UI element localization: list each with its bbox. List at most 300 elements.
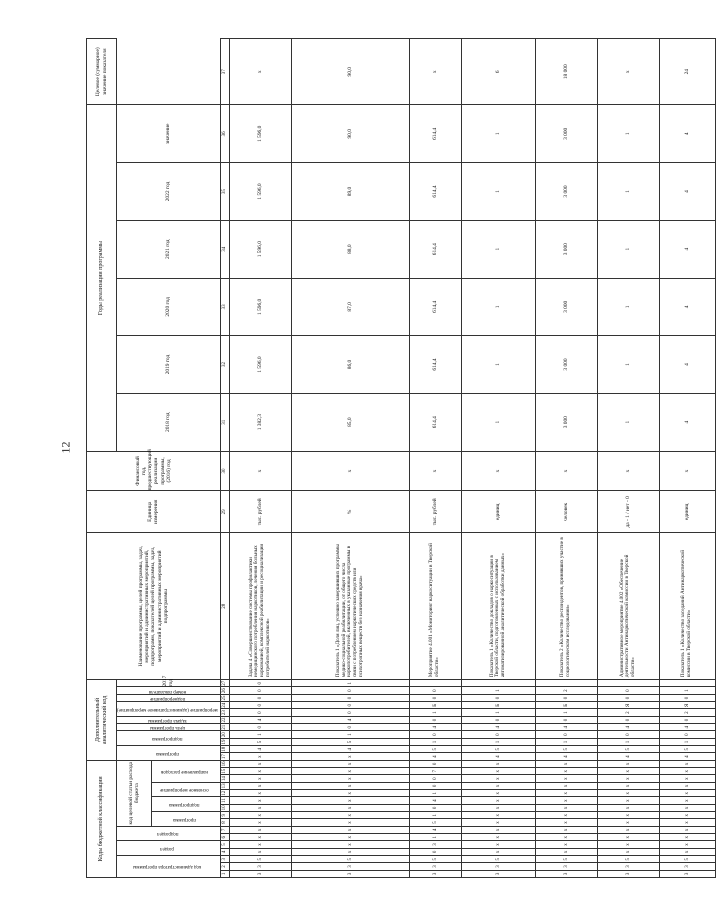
- code-cell: 5: [409, 856, 461, 863]
- row-unit: тыс. рублей: [409, 491, 461, 533]
- year-2017-header: 2017 год: [117, 680, 221, 687]
- code-cell: 0: [409, 782, 461, 789]
- code-cell: х: [461, 797, 535, 804]
- code-cell: х: [229, 775, 291, 782]
- table-row: [535, 39, 597, 878]
- code-cell: х: [535, 760, 597, 767]
- code-cell: х: [597, 819, 659, 826]
- program-task-header: задача программы: [147, 717, 187, 723]
- code-cell: х: [597, 768, 659, 775]
- year-value: 3 000: [535, 163, 597, 221]
- code-cell: х: [461, 812, 535, 819]
- code-cell: х: [659, 775, 715, 782]
- code-cell: 0: [535, 716, 597, 723]
- code-cell: 1: [535, 709, 597, 716]
- code-cell: х: [535, 804, 597, 811]
- year-value: 614,4: [409, 393, 461, 451]
- code-cell: х: [535, 790, 597, 797]
- code-cell: 0: [229, 709, 291, 716]
- code-cell: х: [291, 753, 409, 760]
- code-cell: х: [597, 834, 659, 841]
- code-cell: 1: [461, 709, 535, 716]
- code-cell: 4: [229, 716, 291, 723]
- year-value: 1: [461, 278, 535, 336]
- code-cell: х: [229, 804, 291, 811]
- row-fin-year: х: [461, 451, 535, 491]
- code-cell: х: [461, 760, 535, 767]
- row-name: Показатель 1 «Доля лиц, успешно завершивших программы медико-социальной реабилитации, от общего числа наркопотребителей, включенных в указанные программы в связи с потреблением наркотических средств или психотропных веществ без назначения врача»: [291, 533, 409, 680]
- row-name: Мероприятие 4.001 «Мониторинг наркоситуации в Тверской области»: [409, 533, 461, 680]
- code-cell: х: [597, 775, 659, 782]
- year-value: 4: [659, 393, 715, 451]
- code-cell: х: [229, 826, 291, 833]
- column-number: 22: [220, 716, 229, 723]
- code-cell: х: [535, 768, 597, 775]
- code-cell: 0: [409, 716, 461, 723]
- code-cell: 5: [461, 746, 535, 753]
- column-number: 33: [220, 278, 229, 336]
- column-number: 2: [220, 863, 229, 870]
- column-number: 32: [220, 336, 229, 394]
- year-value: 89,0: [291, 163, 409, 221]
- row-target: 18 000: [535, 39, 597, 105]
- row-target: 90,0: [291, 39, 409, 105]
- code-cell: х: [597, 797, 659, 804]
- row-unit: единиц: [461, 491, 535, 533]
- year-value: 86,0: [291, 336, 409, 394]
- code-cell: 0: [535, 694, 597, 701]
- year-2022-header: 2022 год: [117, 163, 221, 221]
- code-cell: х: [461, 841, 535, 848]
- year-value: 1: [597, 336, 659, 394]
- code-cell: 3: [229, 863, 291, 870]
- code-cell: х: [291, 834, 409, 841]
- code-cell: Я: [659, 702, 715, 709]
- code-cell: 0: [409, 731, 461, 738]
- code-cell: 1: [461, 738, 535, 745]
- code-cell: х: [291, 760, 409, 767]
- code-cell: х: [229, 812, 291, 819]
- code-cell: 4: [461, 753, 535, 760]
- code-cell: 2: [535, 687, 597, 694]
- code-cell: х: [291, 782, 409, 789]
- code-cell: х: [659, 797, 715, 804]
- column-number: 17: [220, 753, 229, 760]
- code-cell: х: [461, 826, 535, 833]
- row-name: Показатель 1 «Количество заседаний Антинаркотической комиссии в Тверской области»: [659, 533, 715, 680]
- sub-event-header: подмероприятие: [149, 695, 185, 701]
- code-cell: х: [291, 804, 409, 811]
- code-cell: [535, 680, 597, 687]
- code-cell: х: [461, 804, 535, 811]
- code-cell: 4: [229, 746, 291, 753]
- code-cell: х: [597, 782, 659, 789]
- year-value: 614,4: [409, 105, 461, 163]
- code-cell: х: [597, 804, 659, 811]
- code-cell: х: [597, 760, 659, 767]
- code-cell: 4: [535, 753, 597, 760]
- code-cell: х: [659, 834, 715, 841]
- column-number: 30: [220, 451, 229, 491]
- code-cell: х: [229, 782, 291, 789]
- code-cell: х: [659, 804, 715, 811]
- code-cell: х: [659, 812, 715, 819]
- code-cell: 5: [409, 746, 461, 753]
- code-cell: х: [659, 760, 715, 767]
- table-row: [461, 39, 535, 878]
- row-fin-year: х: [291, 451, 409, 491]
- code-cell: Я: [597, 702, 659, 709]
- column-number: 11: [220, 797, 229, 804]
- code-cell: 0: [409, 775, 461, 782]
- code-cell: 3: [409, 863, 461, 870]
- code-cell: 0: [291, 687, 409, 694]
- table-row: [659, 39, 715, 878]
- row-fin-year: х: [409, 451, 461, 491]
- column-number: 36: [220, 105, 229, 163]
- column-number: 9: [220, 812, 229, 819]
- code-cell: х: [659, 841, 715, 848]
- code-cell: х: [461, 848, 535, 855]
- year-value: 1 596,0: [229, 278, 291, 336]
- code-cell: х: [229, 753, 291, 760]
- code-cell: 3: [597, 863, 659, 870]
- row-name: Показатель 2 «Количество респондентов, принявших участие в социологическом исследовании»: [535, 533, 597, 680]
- code-cell: х: [659, 790, 715, 797]
- code-cell: 0: [409, 848, 461, 855]
- analytic-code-header: Дополнительный аналитический код: [87, 680, 117, 761]
- code-cell: х: [229, 841, 291, 848]
- code-cell: [659, 680, 715, 687]
- year-value: 614,4: [409, 336, 461, 394]
- code-cell: 3: [229, 870, 291, 877]
- code-cell: х: [291, 797, 409, 804]
- column-number: 13: [220, 782, 229, 789]
- code-cell: 0: [461, 694, 535, 701]
- year-value: 87,0: [291, 278, 409, 336]
- code-cell: 0: [229, 724, 291, 731]
- code-cell: 1: [291, 680, 409, 687]
- year-value: 1: [597, 105, 659, 163]
- code-cell: 2: [597, 709, 659, 716]
- year-value: 1: [597, 393, 659, 451]
- year-value: 1 596,0: [229, 336, 291, 394]
- year-value: 1 596,0: [229, 163, 291, 221]
- code-cell: 4: [291, 716, 409, 723]
- column-number: 6: [220, 834, 229, 841]
- code-cell: х: [461, 819, 535, 826]
- code-cell: 5: [597, 856, 659, 863]
- code-cell: х: [659, 848, 715, 855]
- code-cell: х: [229, 834, 291, 841]
- code-cell: х: [229, 790, 291, 797]
- code-cell: 3: [461, 870, 535, 877]
- year-value: 1: [461, 220, 535, 278]
- row-fin-year: х: [229, 451, 291, 491]
- year-value: 1: [461, 336, 535, 394]
- column-number: 12: [220, 790, 229, 797]
- code-cell: х: [291, 768, 409, 775]
- year-value: 1: [461, 163, 535, 221]
- column-number: 23: [220, 709, 229, 716]
- table-body: [229, 39, 715, 878]
- table-row: [409, 39, 461, 878]
- indicator-number-header: номер показателя: [148, 688, 186, 694]
- code-cell: х: [461, 775, 535, 782]
- code-cell: х: [291, 775, 409, 782]
- code-cell: 5: [291, 738, 409, 745]
- row-name: Показатель 1 «Количество докладов о наркоситуации в Тверской области, подготовленных с использованием автоматизированной аналитической обработки данных»: [461, 533, 535, 680]
- code-cell: х: [597, 790, 659, 797]
- year-value: 1: [597, 163, 659, 221]
- column-number: 4: [220, 848, 229, 855]
- program-table: [86, 38, 716, 878]
- target-subprogram-header: подпрограмма: [169, 802, 200, 808]
- code-cell: 1: [409, 812, 461, 819]
- column-number: 3: [220, 856, 229, 863]
- code-cell: 1: [409, 738, 461, 745]
- code-cell: х: [291, 812, 409, 819]
- year-value: 3 000: [535, 105, 597, 163]
- code-cell: х: [229, 797, 291, 804]
- code-cell: 4: [461, 724, 535, 731]
- year-value: 1 382,3: [229, 393, 291, 451]
- code-cell: х: [597, 841, 659, 848]
- subsection-header: подраздел: [156, 831, 179, 837]
- code-cell: 0: [535, 731, 597, 738]
- code-cell: х: [597, 848, 659, 855]
- code-cell: Б: [461, 702, 535, 709]
- code-cell: 3: [535, 870, 597, 877]
- code-cell: х: [229, 760, 291, 767]
- year-value: 3 000: [535, 393, 597, 451]
- code-cell: х: [535, 782, 597, 789]
- code-cell: 7: [409, 768, 461, 775]
- year-value: 3 000: [535, 278, 597, 336]
- code-cell: х: [659, 768, 715, 775]
- year-value: 1: [597, 278, 659, 336]
- year-value: 1 596,0: [229, 220, 291, 278]
- fin-year-column-header: Финансовый год, предшествующий реализации программы, (2016) год: [87, 451, 221, 491]
- code-cell: 5: [659, 746, 715, 753]
- code-cell: х: [229, 848, 291, 855]
- code-cell: [597, 680, 659, 687]
- code-cell: 5: [461, 856, 535, 863]
- target-main-event-header: основное мероприятие: [160, 787, 210, 793]
- code-cell: х: [535, 834, 597, 841]
- row-fin-year: х: [597, 451, 659, 491]
- code-cell: 3: [291, 870, 409, 877]
- code-cell: х: [535, 848, 597, 855]
- year-value: 90,0: [291, 105, 409, 163]
- section-header: раздел: [160, 846, 175, 852]
- code-cell: х: [291, 841, 409, 848]
- code-cell: 1: [291, 731, 409, 738]
- year-value: 3 000: [535, 336, 597, 394]
- code-cell: Б: [409, 702, 461, 709]
- admin-code-header: код администратора программы: [133, 864, 202, 870]
- code-cell: 1: [597, 738, 659, 745]
- code-cell: 4: [535, 724, 597, 731]
- code-cell: х: [291, 826, 409, 833]
- column-number: 7: [220, 826, 229, 833]
- year-value: 1 596,0: [229, 105, 291, 163]
- row-unit: единиц: [659, 491, 715, 533]
- year-value: 3 000: [535, 220, 597, 278]
- code-cell: 0: [291, 724, 409, 731]
- column-number: 28: [220, 533, 229, 680]
- code-cell: х: [535, 819, 597, 826]
- row-target: х: [409, 39, 461, 105]
- code-cell: х: [461, 790, 535, 797]
- column-number: 14: [220, 775, 229, 782]
- code-cell: 2: [659, 709, 715, 716]
- column-number: 18: [220, 746, 229, 753]
- row-unit: человек: [535, 491, 597, 533]
- code-cell: 0: [409, 760, 461, 767]
- code-cell: 0: [409, 687, 461, 694]
- year-value: 1: [461, 105, 535, 163]
- code-cell: Б: [535, 702, 597, 709]
- code-cell: [409, 680, 461, 687]
- code-cell: х: [597, 826, 659, 833]
- year-2018-header: 2018 год: [117, 393, 221, 451]
- row-target: х: [229, 39, 291, 105]
- column-number-row: [220, 39, 229, 878]
- row-name: Задача 4 «Совершенствование системы профилактики немедицинского потребления наркотиков, лечения больных наркоманией, комплексной реабилитации и ресоциализации потребителей наркотиков»: [229, 533, 291, 680]
- code-cell: 0: [229, 694, 291, 701]
- rotated-table-container: [86, 38, 693, 878]
- column-number: 15: [220, 768, 229, 775]
- column-number: 19: [220, 738, 229, 745]
- row-unit: %: [291, 491, 409, 533]
- code-cell: 4: [597, 753, 659, 760]
- code-cell: 3: [659, 870, 715, 877]
- target-direction-header: направление расходов: [161, 769, 209, 775]
- table-row: [597, 39, 659, 878]
- unit-column-header: Единица измерения: [87, 491, 221, 533]
- code-cell: 4: [597, 724, 659, 731]
- column-number: 35: [220, 163, 229, 221]
- code-cell: 0: [291, 709, 409, 716]
- code-cell: 5: [659, 856, 715, 863]
- column-number: 20: [220, 731, 229, 738]
- year-value: 4: [659, 105, 715, 163]
- event-header: мероприятие (административное мероприятие): [117, 706, 218, 712]
- code-cell: 0: [229, 702, 291, 709]
- column-number: 5: [220, 841, 229, 848]
- code-cell: 0: [409, 804, 461, 811]
- year-2021-header: 2021 год: [117, 220, 221, 278]
- code-cell: х: [535, 826, 597, 833]
- code-cell: 4: [409, 826, 461, 833]
- code-cell: х: [535, 812, 597, 819]
- year-value: 4: [659, 336, 715, 394]
- column-number: 8: [220, 819, 229, 826]
- year-value: 4: [659, 163, 715, 221]
- column-number: 34: [220, 220, 229, 278]
- year-value: 88,0: [291, 220, 409, 278]
- code-cell: 0: [409, 694, 461, 701]
- code-cell: 5: [597, 746, 659, 753]
- code-cell: х: [291, 819, 409, 826]
- code-cell: х: [597, 812, 659, 819]
- table-row: [229, 39, 291, 878]
- code-cell: 0: [461, 716, 535, 723]
- code-cell: х: [535, 841, 597, 848]
- code-cell: х: [291, 790, 409, 797]
- year-value: 614,4: [409, 278, 461, 336]
- subprogram-header: подпрограмма: [152, 736, 183, 742]
- code-cell: 4: [409, 753, 461, 760]
- column-number: 25: [220, 694, 229, 701]
- row-unit: тыс. рублей: [229, 491, 291, 533]
- code-cell: 0: [659, 716, 715, 723]
- code-cell: 5: [535, 856, 597, 863]
- code-cell: 5: [229, 738, 291, 745]
- program-header: программа: [155, 750, 179, 756]
- column-number: 31: [220, 393, 229, 451]
- target-value-header: значение: [117, 105, 221, 163]
- column-number: 37: [220, 39, 229, 105]
- year-value: 1: [597, 220, 659, 278]
- code-cell: 1: [659, 738, 715, 745]
- code-cell: 4: [659, 724, 715, 731]
- row-fin-year: х: [659, 451, 715, 491]
- code-cell: 1: [229, 731, 291, 738]
- code-cell: 0: [597, 687, 659, 694]
- row-unit: да - 1 / нет - 0: [597, 491, 659, 533]
- code-cell: х: [659, 782, 715, 789]
- year-value: 4: [659, 278, 715, 336]
- code-cell: х: [535, 775, 597, 782]
- target-article-header: код целевой статьи расхода бюджета: [117, 760, 152, 826]
- code-cell: 3: [461, 863, 535, 870]
- code-cell: 4: [409, 797, 461, 804]
- code-cell: 1: [409, 790, 461, 797]
- column-number: 27: [220, 680, 229, 687]
- target-group-header: Целевое (суммарное) значение показателя: [87, 39, 117, 105]
- code-cell: х: [461, 768, 535, 775]
- column-number: 21: [220, 724, 229, 731]
- year-value: 1: [461, 393, 535, 451]
- code-cell: х: [229, 819, 291, 826]
- name-column-header: Наименование программы, целей программы, задач, мероприятий и административных мероприятий, подпрограмм, показателей целей программы, задач, мероприятий и административных мероприятий подпрограммы: [87, 533, 221, 680]
- year-2020-header: 2020 год: [117, 278, 221, 336]
- code-cell: 1: [409, 834, 461, 841]
- code-cell: 1: [409, 709, 461, 716]
- column-number: 16: [220, 760, 229, 767]
- code-cell: 4: [291, 746, 409, 753]
- year-2019-header: 2019 год: [117, 336, 221, 394]
- row-name: Административное мероприятие 4.002 «Обеспечение деятельности Антинаркотической комиссии в Тверской области»: [597, 533, 659, 680]
- code-cell: 5: [291, 856, 409, 863]
- code-cell: 0: [659, 694, 715, 701]
- code-cell: 3: [597, 870, 659, 877]
- code-cell: 4: [659, 753, 715, 760]
- code-cell: 0: [229, 687, 291, 694]
- code-cell: х: [229, 768, 291, 775]
- code-cell: 1: [535, 738, 597, 745]
- code-cell: 1: [461, 687, 535, 694]
- row-target: х: [597, 39, 659, 105]
- code-cell: 4: [409, 724, 461, 731]
- code-cell: х: [535, 797, 597, 804]
- code-cell: 1: [659, 687, 715, 694]
- row-target: 24: [659, 39, 715, 105]
- code-cell: [461, 680, 535, 687]
- column-number: 26: [220, 687, 229, 694]
